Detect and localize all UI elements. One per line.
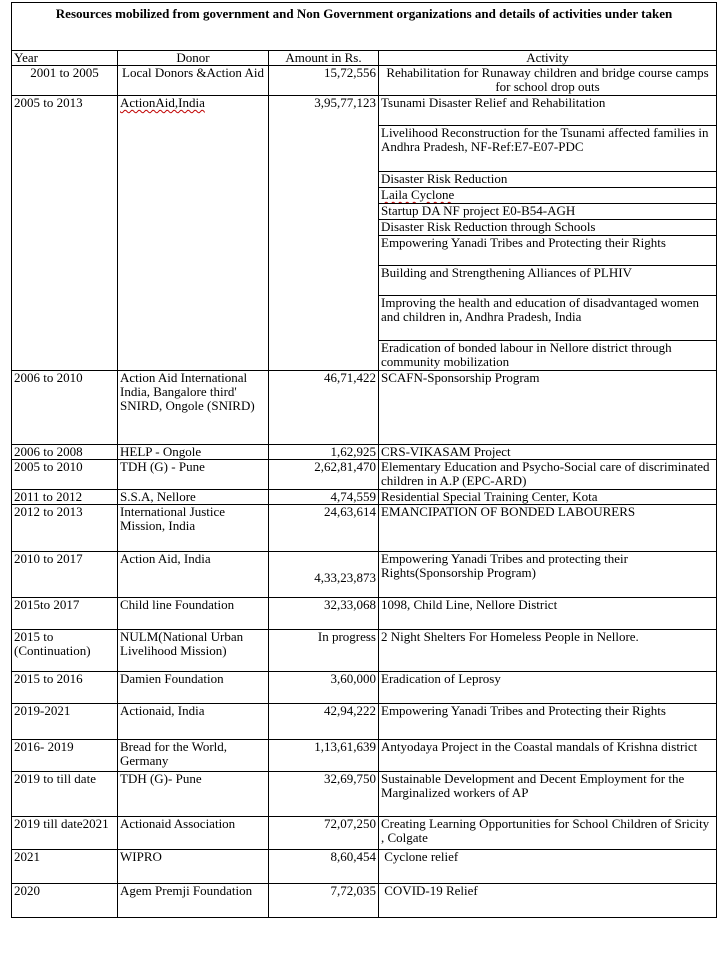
donor-cell [118,96,269,371]
activity-cell: 1098, Child Line, Nellore District [379,598,717,630]
activity-item: Building and Strengthening Alliances of PLHIV [379,265,716,295]
year-cell: 2012 to 2013 [12,505,118,552]
table-row [12,630,717,672]
year-cell: 2019 to till date [12,772,118,817]
amount-cell: 32,33,068 [269,598,379,630]
activity-cell: Residential Special Training Center, Kota [379,490,717,505]
table-row [12,884,717,918]
year-cell: 2001 to 2005 [12,66,118,96]
year-cell: 2020 [12,884,118,918]
activity-item: Improving the health and education of disadvantaged women and children in, Andhra Pradesh, India [379,295,716,340]
donor-cell: Action Aid International India, Bangalore third' SNIRD, Ongole (SNIRD) [118,371,269,445]
activity-item: Startup DA NF project E0-B54-AGH [379,203,716,219]
amount-cell: 2,62,81,470 [269,460,379,490]
amount-cell: 4,33,23,873 [269,552,379,598]
table-row [12,490,717,505]
activity-cell: Empowering Yanadi Tribes and Protecting their Rights [379,704,717,740]
activity-cell: Elementary Education and Psycho-Social care of discriminated children in A.P (EPC-ARD) [379,460,717,490]
donor-cell: TDH (G)- Pune [118,772,269,817]
donor-cell: Damien Foundation [118,672,269,704]
year-cell: 2015to 2017 [12,598,118,630]
table-row [12,505,717,552]
activity-cell: Cyclone relief [379,850,717,884]
activity-cell: COVID-19 Relief [379,884,717,918]
donor-cell: Actionaid Association [118,817,269,850]
year-cell: 2015 to (Continuation) [12,630,118,672]
donor-cell: Child line Foundation [118,598,269,630]
amount-cell: 72,07,250 [269,817,379,850]
donor-text: ActionAid,India [120,95,205,110]
amount-cell: 7,72,035 [269,884,379,918]
year-cell: 2006 to 2008 [12,445,118,460]
donor-cell: TDH (G) - Pune [118,460,269,490]
activity-cell: 2 Night Shelters For Homeless People in Nellore. [379,630,717,672]
activity-item: Disaster Risk Reduction [379,171,716,187]
donor-cell: HELP - Ongole [118,445,269,460]
donor-cell: International Justice Mission, India [118,505,269,552]
activity-cell: Empowering Yanadi Tribes and protecting their Rights(Sponsorship Program) [379,552,717,598]
table-row [12,672,717,704]
donor-cell: Local Donors &Action Aid [118,66,269,96]
activity-cell: Rehabilitation for Runaway children and bridge course camps for school drop outs [379,66,717,96]
table-row [12,598,717,630]
activity-cell: CRS-VIKASAM Project [379,445,717,460]
table-header-row [12,51,717,66]
activity-item: Eradication of bonded labour in Nellore district through community mobilization [379,340,716,370]
year-cell: 2010 to 2017 [12,552,118,598]
amount-cell: 46,71,422 [269,371,379,445]
activity-cell: Eradication of Leprosy [379,672,717,704]
activity-item [379,187,716,203]
activity-text: Laila Cyclone [381,187,455,202]
activity-cell: Creating Learning Opportunities for School Children of Sricity , Colgate [379,817,717,850]
amount-cell: 1,62,925 [269,445,379,460]
donor-cell: S.S.A, Nellore [118,490,269,505]
amount-cell: 3,95,77,123 [269,96,379,371]
activity-list-cell [379,96,717,371]
table-row [12,552,717,598]
activity-item: Disaster Risk Reduction through Schools [379,219,716,235]
table-row [12,445,717,460]
donor-cell: NULM(National Urban Livelihood Mission) [118,630,269,672]
header-amount: Amount in Rs. [269,51,379,66]
table-row [12,817,717,850]
amount-cell: 8,60,454 [269,850,379,884]
amount-cell: 15,72,556 [269,66,379,96]
header-activity: Activity [379,51,717,66]
donor-cell: WIPRO [118,850,269,884]
year-cell: 2015 to 2016 [12,672,118,704]
amount-cell: 32,69,750 [269,772,379,817]
activity-cell: SCAFN-Sponsorship Program [379,371,717,445]
document-page [11,2,717,918]
table-row [12,96,717,371]
year-cell: 2005 to 2013 [12,96,118,371]
amount-cell: 1,13,61,639 [269,740,379,772]
activity-cell: EMANCIPATION OF BONDED LABOURERS [379,505,717,552]
year-cell: 2019-2021 [12,704,118,740]
activity-item: Tsunami Disaster Relief and Rehabilitation [381,96,606,110]
table-row [12,371,717,445]
table-row [12,704,717,740]
amount-cell: In progress [269,630,379,672]
year-cell: 2011 to 2012 [12,490,118,505]
table-row [12,850,717,884]
year-cell: 2019 till date2021 [12,817,118,850]
year-cell: 2021 [12,850,118,884]
activity-item: Empowering Yanadi Tribes and Protecting their Rights [379,235,716,265]
year-cell: 2006 to 2010 [12,371,118,445]
donor-cell: Action Aid, India [118,552,269,598]
activity-item: Livelihood Reconstruction for the Tsunami affected families in Andhra Pradesh, NF-Ref:E7-E07-PDC [379,125,716,171]
header-donor: Donor [118,51,269,66]
table-row [12,740,717,772]
donor-cell: Agem Premji Foundation [118,884,269,918]
header-year: Year [12,51,118,66]
table-row [12,772,717,817]
donor-cell: Actionaid, India [118,704,269,740]
donor-cell: Bread for the World, Germany [118,740,269,772]
document-title: Resources mobilized from government and Non Government organizations and details of activities under taken [11,2,717,50]
activity-cell: Sustainable Development and Decent Employment for the Marginalized workers of AP [379,772,717,817]
amount-cell: 42,94,222 [269,704,379,740]
activity-cell: Antyodaya Project in the Coastal mandals of Krishna district [379,740,717,772]
year-cell: 2005 to 2010 [12,460,118,490]
amount-cell: 24,63,614 [269,505,379,552]
amount-cell: 4,74,559 [269,490,379,505]
amount-cell: 3,60,000 [269,672,379,704]
table-row [12,460,717,490]
year-cell: 2016- 2019 [12,740,118,772]
table-row [12,66,717,96]
resources-table [11,50,717,918]
